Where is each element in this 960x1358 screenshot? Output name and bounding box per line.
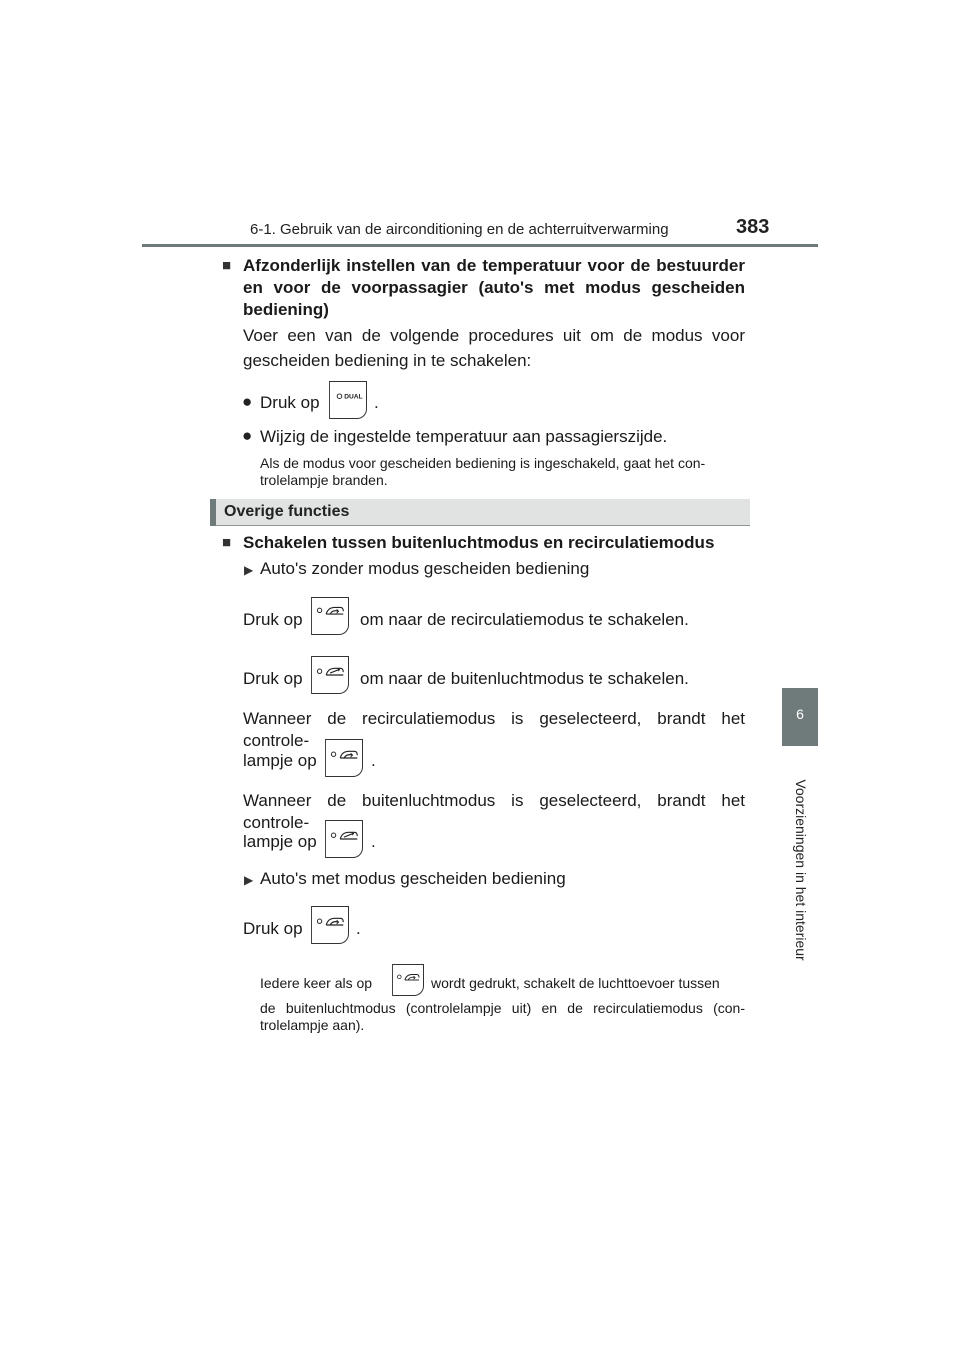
dual-label: DUAL [344, 393, 363, 401]
air-intake-button-icon [311, 906, 349, 944]
page-number: 383 [736, 216, 770, 238]
recirc-indicator-period: . [371, 751, 376, 770]
square-bullet-icon: ■ [222, 257, 232, 274]
heading-separate-temp-line2: en voor de voorpassagier (auto's met modus gescheiden [243, 278, 745, 297]
press-recirc-before: Druk op [243, 610, 303, 629]
case2-title: Auto's met modus gescheiden bediening [260, 869, 566, 888]
press-outside-before: Druk op [243, 669, 303, 688]
note2-line1-after: wordt gedrukt, schakelt de luchttoevoer tussen [431, 975, 720, 991]
outside-indicator-before: lampje op [243, 832, 317, 851]
outside-indicator-period: . [371, 832, 376, 851]
recirculation-button-icon [325, 739, 363, 777]
bullet2-text: Wijzig de ingestelde temperatuur aan passagierszijde. [260, 427, 668, 446]
outside-air-button-icon [325, 820, 363, 858]
recirc-indicator-line1: Wanneer de recirculatiemodus is geselecteerd, brandt het controle- [243, 709, 745, 750]
heading-air-mode: Schakelen tussen buitenluchtmodus en recirculatiemodus [243, 533, 715, 552]
note2-line1-before: Iedere keer als op [260, 975, 373, 991]
outside-air-button-icon [311, 656, 349, 694]
triangle-bullet-icon: ▶ [244, 873, 254, 887]
header-rule [142, 244, 818, 247]
intro-line2: gescheiden bediening in te schakelen: [243, 351, 532, 370]
heading-separate-temp-line3: bediening) [243, 300, 329, 319]
outside-indicator-line1: Wanneer de buitenluchtmodus is geselecteerd, brandt het controle- [243, 791, 745, 832]
section-header-accent [210, 499, 216, 526]
note1-line2: trolelampje branden. [260, 472, 388, 488]
note2-line2: de buitenluchtmodus (controlelampje uit) en de recirculatiemodus (con- [260, 1000, 745, 1016]
press-dual-period: . [356, 919, 361, 938]
round-bullet-icon: ● [242, 392, 253, 411]
intro-line1: Voer een van de volgende procedures uit om de modus voor [243, 326, 745, 345]
press-outside-after: om naar de buitenluchtmodus te schakelen. [360, 669, 689, 688]
case1-title: Auto's zonder modus gescheiden bediening [260, 559, 590, 578]
section-title: Overige functies [224, 503, 350, 520]
bullet1-text: Druk op [260, 393, 320, 412]
air-intake-button-icon [392, 964, 424, 996]
square-bullet-icon: ■ [222, 534, 232, 551]
header-section-title: 6-1. Gebruik van de airconditioning en de achterruitverwarming [250, 221, 669, 238]
note1-line1: Als de modus voor gescheiden bediening is ingeschakeld, gaat het con- [260, 455, 706, 471]
press-recirc-after: om naar de recirculatiemodus te schakelen. [360, 610, 689, 629]
heading-separate-temp-line1: Afzonderlijk instellen van de temperatuur voor de bestuurder [243, 256, 745, 275]
bullet1-period: . [374, 393, 379, 412]
dual-button-icon [329, 381, 367, 419]
chapter-number: 6 [796, 706, 804, 722]
chapter-label: Voorzieningen in het interieur [793, 779, 809, 961]
note2-line3: trolelampje aan). [260, 1017, 365, 1033]
press-dual-before: Druk op [243, 919, 303, 938]
recirc-indicator-before: lampje op [243, 751, 317, 770]
triangle-bullet-icon: ▶ [244, 563, 254, 577]
round-bullet-icon: ● [242, 426, 253, 445]
recirculation-button-icon [311, 597, 349, 635]
